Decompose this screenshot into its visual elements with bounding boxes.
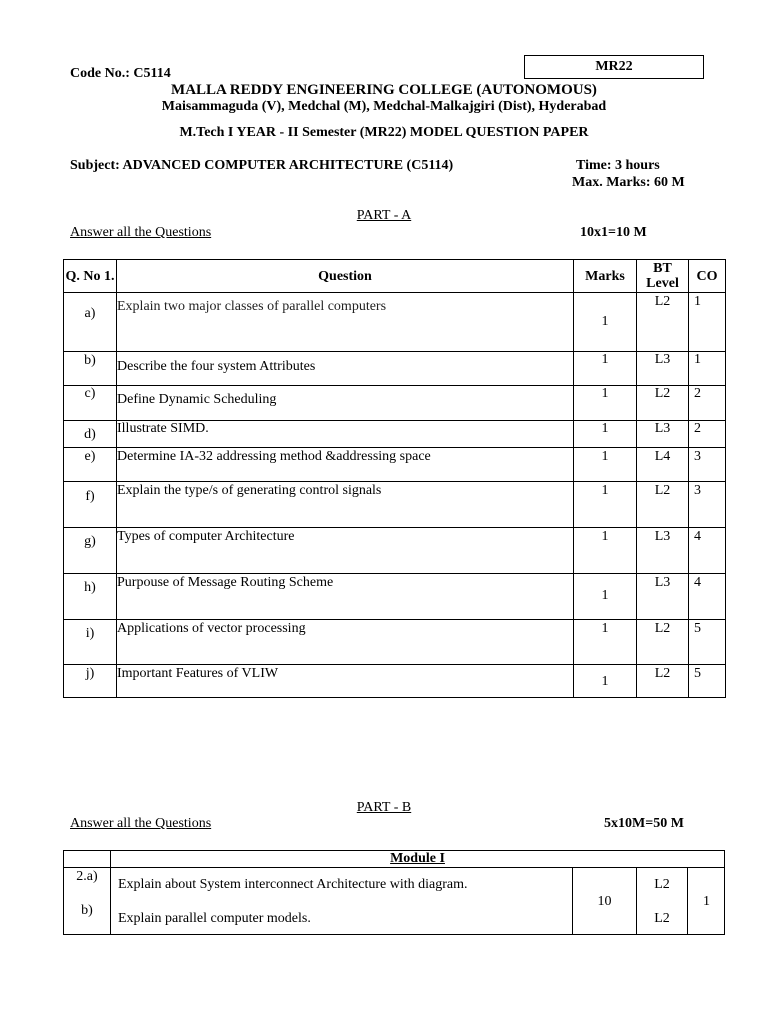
course-outcome: 4	[694, 529, 701, 544]
table-row	[64, 448, 726, 482]
question-text: Determine IA-32 addressing method &addressing space	[117, 449, 431, 464]
question-marks: 1	[601, 483, 609, 498]
question-marks: 1	[601, 421, 609, 436]
code-number: Code No.: C5114	[70, 66, 171, 81]
module-title: Module I	[390, 851, 445, 866]
question-marks: 1	[601, 588, 609, 603]
part-a-marks-scheme: 10x1=10 M	[580, 225, 647, 240]
question-text: Important Features of VLIW	[117, 666, 279, 681]
exam-title: M.Tech I YEAR - II Semester (MR22) MODEL QUESTION PAPER	[179, 125, 589, 140]
table-row	[64, 482, 726, 528]
question-number: f)	[85, 489, 95, 504]
bt-level: L2	[654, 666, 671, 681]
bt-level: L2	[654, 386, 671, 401]
question-text: Define Dynamic Scheduling	[117, 392, 277, 407]
bt-level: L2	[654, 911, 670, 926]
part-b-instruction: Answer all the Questions	[70, 816, 212, 831]
college-address: Maisammaguda (V), Medchal (M), Medchal-Malkajgiri (Dist), Hyderabad	[161, 99, 607, 114]
question-marks: 10	[597, 894, 612, 909]
table-row	[64, 665, 726, 698]
question-header: Question	[117, 260, 574, 293]
table-row	[64, 386, 726, 421]
co-header: CO	[689, 260, 726, 293]
question-number: a)	[84, 306, 96, 321]
table-row	[64, 574, 726, 620]
question-number: d)	[84, 427, 96, 442]
bt-level: L3	[654, 575, 671, 590]
question-marks: 1	[601, 621, 609, 636]
course-outcome: 1	[694, 294, 701, 309]
question-text: Types of computer Architecture	[117, 529, 295, 544]
question-text: Purpouse of Message Routing Scheme	[117, 575, 334, 590]
bt-level-header: BT Level	[637, 260, 689, 293]
exam-time: Time: 3 hours	[576, 158, 660, 173]
question-marks: 1	[601, 529, 609, 544]
course-outcome: 5	[694, 621, 701, 636]
question-marks: 1	[601, 449, 609, 464]
course-outcome: 4	[694, 575, 701, 590]
question-number: c)	[84, 386, 96, 401]
table-row	[64, 293, 726, 352]
part-b-table	[63, 850, 725, 935]
part-b-marks-scheme: 5x10M=50 M	[604, 816, 684, 831]
question-marks: 1	[601, 314, 609, 329]
question-text: Explain two major classes of parallel computers	[117, 299, 387, 314]
course-outcome: 3	[694, 449, 701, 464]
question-number: g)	[84, 534, 96, 549]
bt-level: L3	[654, 421, 671, 436]
question-text: Describe the four system Attributes	[117, 359, 316, 374]
course-outcome: 2	[694, 421, 701, 436]
question-marks: 1	[601, 386, 609, 401]
question-number: b)	[84, 353, 96, 368]
table-row	[64, 620, 726, 665]
course-outcome: 2	[694, 386, 701, 401]
bt-level: L3	[654, 529, 671, 544]
question-number: h)	[84, 580, 96, 595]
qno-header: Q. No 1.	[64, 260, 117, 293]
marks-header: Marks	[574, 260, 637, 293]
question-text: Explain about System interconnect Architecture with diagram.	[118, 877, 468, 892]
question-number: b)	[81, 903, 93, 918]
table-header-row	[64, 260, 726, 293]
part-a-table	[63, 259, 726, 698]
part-a-instruction: Answer all the Questions	[70, 225, 212, 240]
question-marks: 1	[601, 352, 609, 367]
part-a-title: PART - A	[356, 208, 412, 223]
question-text: Explain parallel computer models.	[118, 911, 311, 926]
course-outcome: 1	[694, 352, 701, 367]
bt-level: L4	[654, 449, 671, 464]
question-text: Illustrate SIMD.	[117, 421, 209, 436]
table-row	[64, 528, 726, 574]
regulation-box: MR22	[524, 55, 704, 79]
bt-level: L2	[654, 483, 671, 498]
question-number: i)	[85, 626, 95, 641]
table-row	[64, 352, 726, 386]
module-row	[64, 851, 725, 868]
table-row	[64, 421, 726, 448]
bt-level: L3	[654, 352, 671, 367]
question-text: Applications of vector processing	[117, 621, 306, 636]
subject-line: Subject: ADVANCED COMPUTER ARCHITECTURE (C5114)	[70, 158, 454, 173]
course-outcome: 5	[694, 666, 701, 681]
bt-level: L2	[654, 877, 670, 892]
table-row	[64, 868, 725, 935]
college-name: MALLA REDDY ENGINEERING COLLEGE (AUTONOMOUS)	[171, 82, 597, 98]
bt-level: L2	[654, 621, 671, 636]
question-marks: 1	[601, 674, 609, 689]
part-b-title: PART - B	[356, 800, 412, 815]
question-number: j)	[85, 666, 95, 681]
course-outcome: 1	[703, 894, 711, 909]
question-number: e)	[84, 449, 96, 464]
bt-level: L2	[654, 294, 671, 309]
question-text: Explain the type/s of generating control signals	[117, 483, 382, 498]
max-marks: Max. Marks: 60 M	[572, 175, 685, 190]
course-outcome: 3	[694, 483, 701, 498]
question-number: 2.a)	[76, 869, 98, 884]
